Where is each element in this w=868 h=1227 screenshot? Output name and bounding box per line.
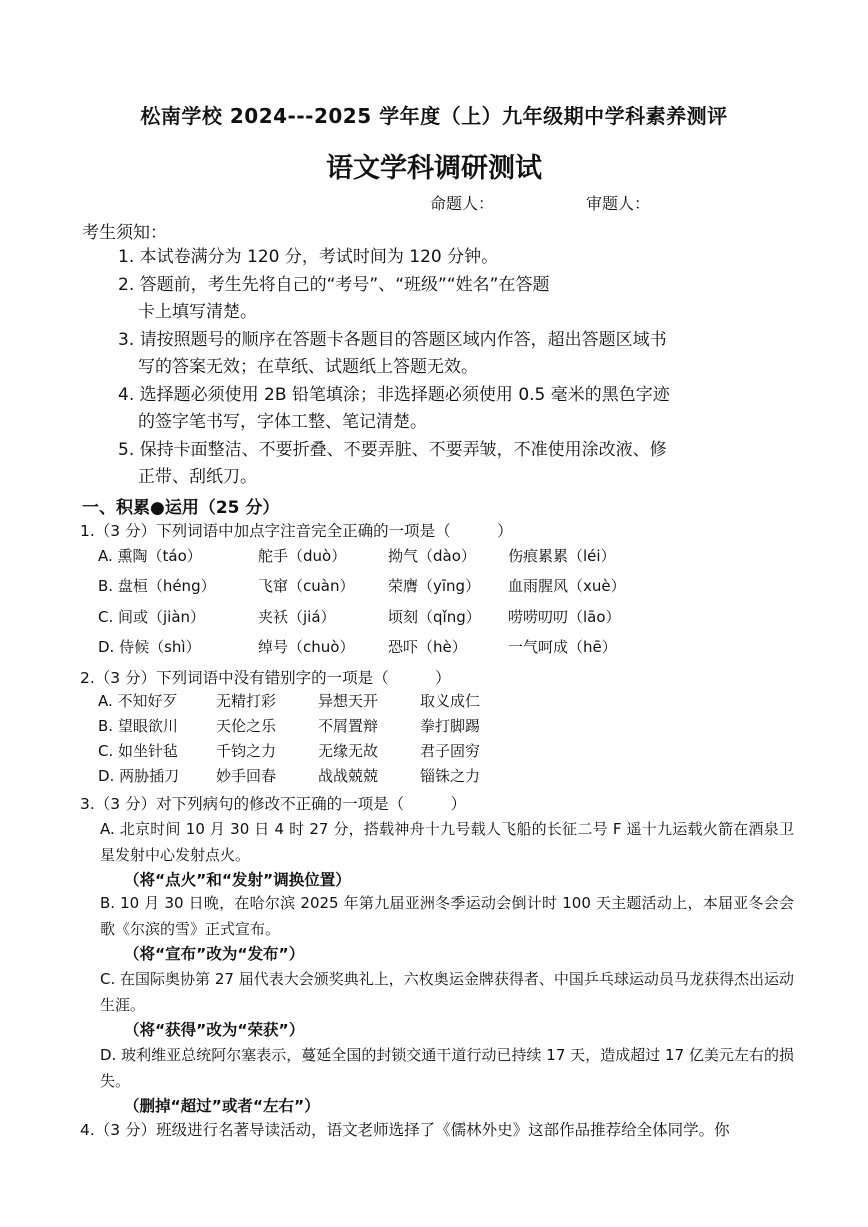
option-row[interactable] bbox=[98, 713, 520, 738]
exam-subtitle: 语文学科调研测试 bbox=[326, 153, 542, 184]
question-2-options bbox=[98, 688, 520, 788]
option-word: 唠唠叨叨（lāo） bbox=[508, 607, 621, 626]
question-4-stem: 4.（3 分）班级进行名著导读活动，语文老师选择了《儒林外史》这部作品推荐给全体同学。你 bbox=[80, 1121, 730, 1139]
notice-list bbox=[118, 244, 758, 492]
option-word: 荣膺（yīng） bbox=[388, 577, 481, 596]
option-word: 无精打彩 bbox=[216, 692, 277, 710]
option-word: 绰号（chuò） bbox=[258, 638, 355, 657]
option-word: 飞窜（cuàn） bbox=[258, 577, 355, 596]
option-word: 恐吓（hè） bbox=[388, 638, 467, 657]
notice-item bbox=[118, 244, 758, 272]
option-word: 战战兢兢 bbox=[318, 767, 379, 785]
notice-line: 卡上填写清楚。 bbox=[138, 302, 257, 322]
option-d-text[interactable]: D. 玻利维亚总统阿尔塞表示，蔓延全国的封锁交通干道行动已持续 17 天，造成超过 17 亿美元左右的损失。 bbox=[100, 1046, 794, 1090]
question-3-stem: 3.（3 分）对下列病句的修改不正确的一项是（ ） bbox=[80, 795, 467, 813]
option-row[interactable] bbox=[98, 738, 520, 763]
option-word: 伤痕累累（léi） bbox=[508, 546, 616, 565]
notice-line: 5. 保持卡面整洁、不要折叠、不要弄脏、不要弄皱，不准使用涂改液、修 bbox=[118, 439, 667, 460]
option-word: A. 熏陶（táo） bbox=[98, 546, 202, 565]
author-label: 命题人： bbox=[430, 194, 495, 213]
reviewer-label: 审题人： bbox=[586, 194, 651, 213]
option-row[interactable] bbox=[98, 688, 520, 713]
option-word: 千钧之力 bbox=[216, 742, 277, 760]
notice-item bbox=[118, 327, 758, 382]
option-c-text[interactable]: C. 在国际奥协第 27 届代表大会颁奖典礼上，六枚奥运金牌获得者、中国乒乓球运动员马龙获得杰出运动生涯。 bbox=[100, 970, 794, 1014]
notice-line: 1. 本试卷满分为 120 分，考试时间为 120 分钟。 bbox=[118, 247, 499, 267]
option-word: 锱铢之力 bbox=[420, 767, 481, 785]
option-b-note: （将“宣布”改为“发布”） bbox=[124, 945, 305, 963]
option-word: 无缘无故 bbox=[318, 742, 379, 760]
option-word: 拳打脚踢 bbox=[420, 717, 481, 735]
option-word: B. 盘桓（héng） bbox=[98, 577, 216, 596]
exam-title: 松南学校 2024---2025 学年度（上）九年级期中学科素养测评 bbox=[140, 104, 728, 128]
option-word: 顷刻（qǐng） bbox=[388, 607, 481, 626]
author-line bbox=[430, 191, 742, 214]
notice-item bbox=[118, 272, 758, 327]
option-word: 天伦之乐 bbox=[216, 717, 277, 735]
notice-line: 2. 答题前，考生先将自己的“考号”、“班级”“姓名”在答题 bbox=[118, 274, 550, 295]
option-word: D. 两胁插刀 bbox=[98, 767, 180, 785]
option-word: A. 不知好歹 bbox=[98, 692, 178, 710]
option-a-note: （将“点火”和“发射”调换位置） bbox=[124, 871, 351, 889]
option-word: 异想天开 bbox=[318, 692, 379, 710]
option-word: C. 间或（jiàn） bbox=[98, 607, 206, 626]
option-b-text[interactable]: B. 10 月 30 日晚，在哈尔滨 2025 年第九届亚洲冬季运动会倒计时 100 天主题活动上，本届亚冬会会歌《尔滨的雪》正式宣布。 bbox=[100, 894, 794, 938]
option-word: C. 如坐针毡 bbox=[98, 742, 179, 760]
notice-line: 4. 选择题必须使用 2B 铅笔填涂；非选择题必须使用 0.5 毫米的黑色字迹 bbox=[118, 384, 670, 405]
option-word: 夹袄（jiá） bbox=[258, 607, 336, 626]
section-heading: 一、积累●运用（25 分） bbox=[82, 498, 280, 518]
option-c-note: （将“获得”改为“荣获”） bbox=[124, 1021, 305, 1039]
option-row[interactable] bbox=[98, 601, 648, 632]
notice-line: 的签字笔书写，字体工整、笔记清楚。 bbox=[138, 412, 427, 432]
option-word: 取义成仁 bbox=[420, 692, 481, 710]
option-word: B. 望眼欲川 bbox=[98, 717, 178, 735]
question-2-stem: 2.（3 分）下列词语中没有错别字的一项是（ ） bbox=[80, 669, 451, 687]
option-word: 君子固穷 bbox=[420, 742, 481, 760]
notice-line: 写的答案无效；在草纸、试题纸上答题无效。 bbox=[138, 357, 478, 377]
option-word: 拗气（dào） bbox=[388, 546, 476, 565]
option-word: 血雨腥风（xuè） bbox=[508, 577, 626, 596]
option-a-text[interactable]: A. 北京时间 10 月 30 日 4 时 27 分，搭载神舟十九号载人飞船的长征二号 F 遥十九运载火箭在酒泉卫星发射中心发射点火。 bbox=[100, 820, 794, 864]
option-word: 妙手回春 bbox=[216, 767, 277, 785]
option-row[interactable] bbox=[98, 763, 520, 788]
notice-line: 3. 请按照题号的顺序在答题卡各题目的答题区域内作答，超出答题区域书 bbox=[118, 329, 667, 350]
question-1-stem: 1.（3 分）下列词语中加点字注音完全正确的一项是（ ） bbox=[80, 522, 513, 540]
option-d-note: （删掉“超过”或者“左右”） bbox=[124, 1097, 320, 1115]
notice-item bbox=[118, 437, 758, 492]
notice-line: 正带、刮纸刀。 bbox=[138, 467, 257, 487]
question-1-options bbox=[98, 540, 648, 662]
notice-heading: 考生须知： bbox=[82, 223, 167, 243]
option-word: 舵手（duò） bbox=[258, 546, 347, 565]
option-word: 不屑置辩 bbox=[318, 717, 379, 735]
option-row[interactable] bbox=[98, 540, 648, 571]
option-row[interactable] bbox=[98, 571, 648, 602]
option-word: 一气呵成（hē） bbox=[508, 638, 617, 657]
notice-item bbox=[118, 382, 758, 437]
option-word: D. 侍候（shì） bbox=[98, 638, 201, 657]
option-row[interactable] bbox=[98, 632, 648, 663]
